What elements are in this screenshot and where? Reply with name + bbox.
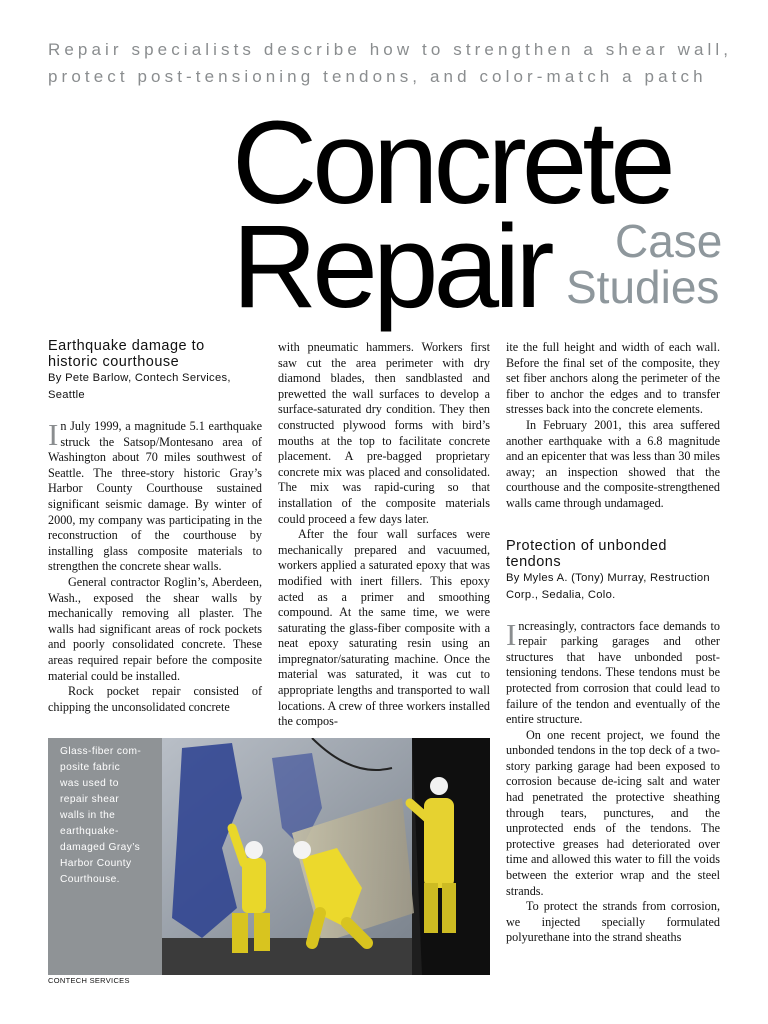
deck-line-1: Repair specialists describe how to strengthen a shear wall,: [48, 40, 733, 59]
article1-headline: [48, 338, 262, 370]
article1-byline-line2: Seattle: [48, 389, 85, 401]
caption-line: walls in the: [60, 810, 116, 821]
article1-headline-line2: historic courthouse: [48, 354, 180, 370]
column-3: [506, 340, 720, 946]
caption-line: earthquake-: [60, 826, 119, 837]
column-2: [278, 340, 490, 730]
title-studies: Studies: [566, 261, 720, 313]
article1-paragraph-4: with pneumatic hammers. Workers first saw cut the area perimeter with dry diamond blades, then sandblasted and prewetted the wall surfaces to develop a surface-saturated dry condition. They then constructed plywood forms with bird’s mouths at the top to facilitate concrete placement. A pre-bagged proprietary concrete mix was placed and consolidated. The mix was rapid-curing so that installation of the composite materials could proceed a few days later.: [278, 340, 490, 526]
article1-paragraph-1-text: n July 1999, a magnitude 5.1 earthquake struck the Satsop/Montesano area of Washington about 70 miles southwest of Seattle. The three-story historic Gray’s Harbor County Courthouse sustained significant seismic damage. By winter of 2000, my company was participating in the reconstruction of the courthouse by installing glass composite materials to strengthen the concrete shear walls.: [48, 419, 262, 574]
article1-byline-line1: By Pete Barlow, Contech Services,: [48, 372, 231, 384]
photo-block: [48, 738, 490, 975]
drop-cap: I: [506, 616, 517, 652]
article1-paragraph-6: ite the full height and width of each wall. Before the final set of the composite, they set fiber anchors along the perimeter of the fiber to anchor the edges and to transfer stresses back into the concrete elements.: [506, 340, 720, 417]
article2-paragraph-3: To protect the strands from corrosion, we injected specially formulated polyurethane into the strand sheaths: [506, 899, 720, 945]
caption-line: repair shear: [60, 794, 120, 805]
photo-workers-installing-composite: [162, 738, 490, 975]
article2-headline-line1: Protection of unbonded: [506, 537, 667, 554]
photo-caption: [48, 738, 162, 975]
caption-line: damaged Gray’s: [60, 842, 141, 853]
photo-illustration: [162, 738, 490, 975]
column-1: [48, 338, 262, 715]
article2-paragraph-2: On one recent project, we found the unbonded tendons in the top deck of a two-story parking garage had been exposed to corrosion because de-icing salt and water had penetrated the protective sheathing through tears, punctures, and the unprotected ends of the tendons. The protective greases had deteriorated over time and allowed this water to fill the voids between the exterior wrap and the steel strands.: [506, 727, 720, 898]
caption-line: Glass-fiber com-: [60, 746, 142, 757]
article1-paragraph-7: In February 2001, this area suffered another earthquake with a 6.8 magnitude and an epicenter that was less than 30 miles away; an inspection showed that the courthouse and the composite-strengthened walls came through undamaged.: [506, 417, 720, 510]
article1-paragraph-3: Rock pocket repair consisted of chipping the unconsolidated concrete: [48, 684, 262, 714]
article2-byline: [506, 570, 720, 604]
article1-paragraph-2: General contractor Roglin’s, Aberdeen, Wash., exposed the shear walls by mechanically removing all plaster. The walls had significant areas of rock pockets and poorly consolidated concrete. These areas required repair before the composite material could be installed.: [48, 574, 262, 683]
article2-byline-line1: By Myles A. (Tony) Murray, Restruction: [506, 571, 710, 584]
article2-paragraph-1-text: ncreasingly, contractors face demands to repair parking garages and other structures that have unbonded post-tensioning tendons. These tendons must be protected from corrosion that could lead to failure of the tendon and eventually of the entire structure.: [506, 618, 720, 727]
article1-headline-line1: Earthquake damage to: [48, 338, 205, 354]
caption-line: Harbor County: [60, 858, 132, 869]
article2-headline-line2: tendons: [506, 553, 562, 570]
article2-paragraph-1: [506, 616, 720, 728]
photo-credit: CONTECH SERVICES: [48, 976, 130, 985]
article2-byline-line2: Corp., Sedalia, Colo.: [506, 588, 616, 601]
caption-line: posite fabric: [60, 762, 121, 773]
title-repair: Repair: [232, 201, 550, 333]
title-concrete: Concrete: [232, 97, 671, 229]
article1-paragraph-1: [48, 419, 262, 575]
article2-headline: [506, 538, 720, 570]
title-case: Case: [615, 215, 723, 267]
article1-byline: [48, 370, 262, 404]
deck-line-2: protect post-tensioning tendons, and color-match a patch: [48, 67, 707, 86]
deck: [48, 36, 748, 90]
caption-line: Courthouse.: [60, 874, 120, 885]
drop-cap: I: [48, 417, 59, 452]
caption-line: was used to: [60, 778, 119, 789]
article1-paragraph-5: After the four wall surfaces were mechanically prepared and vacuumed, workers applied a saturated epoxy that was modified with inert fillers. This epoxy acted as a primer and smoothing compound. At the same time, we were saturating the glass-fiber composite with a neat epoxy saturating resin using an impregnator/saturating machine. Once the material was saturated, it was cut to appropriate lengths and transported to wall locations. A crew of three workers installed the compos-: [278, 527, 490, 729]
